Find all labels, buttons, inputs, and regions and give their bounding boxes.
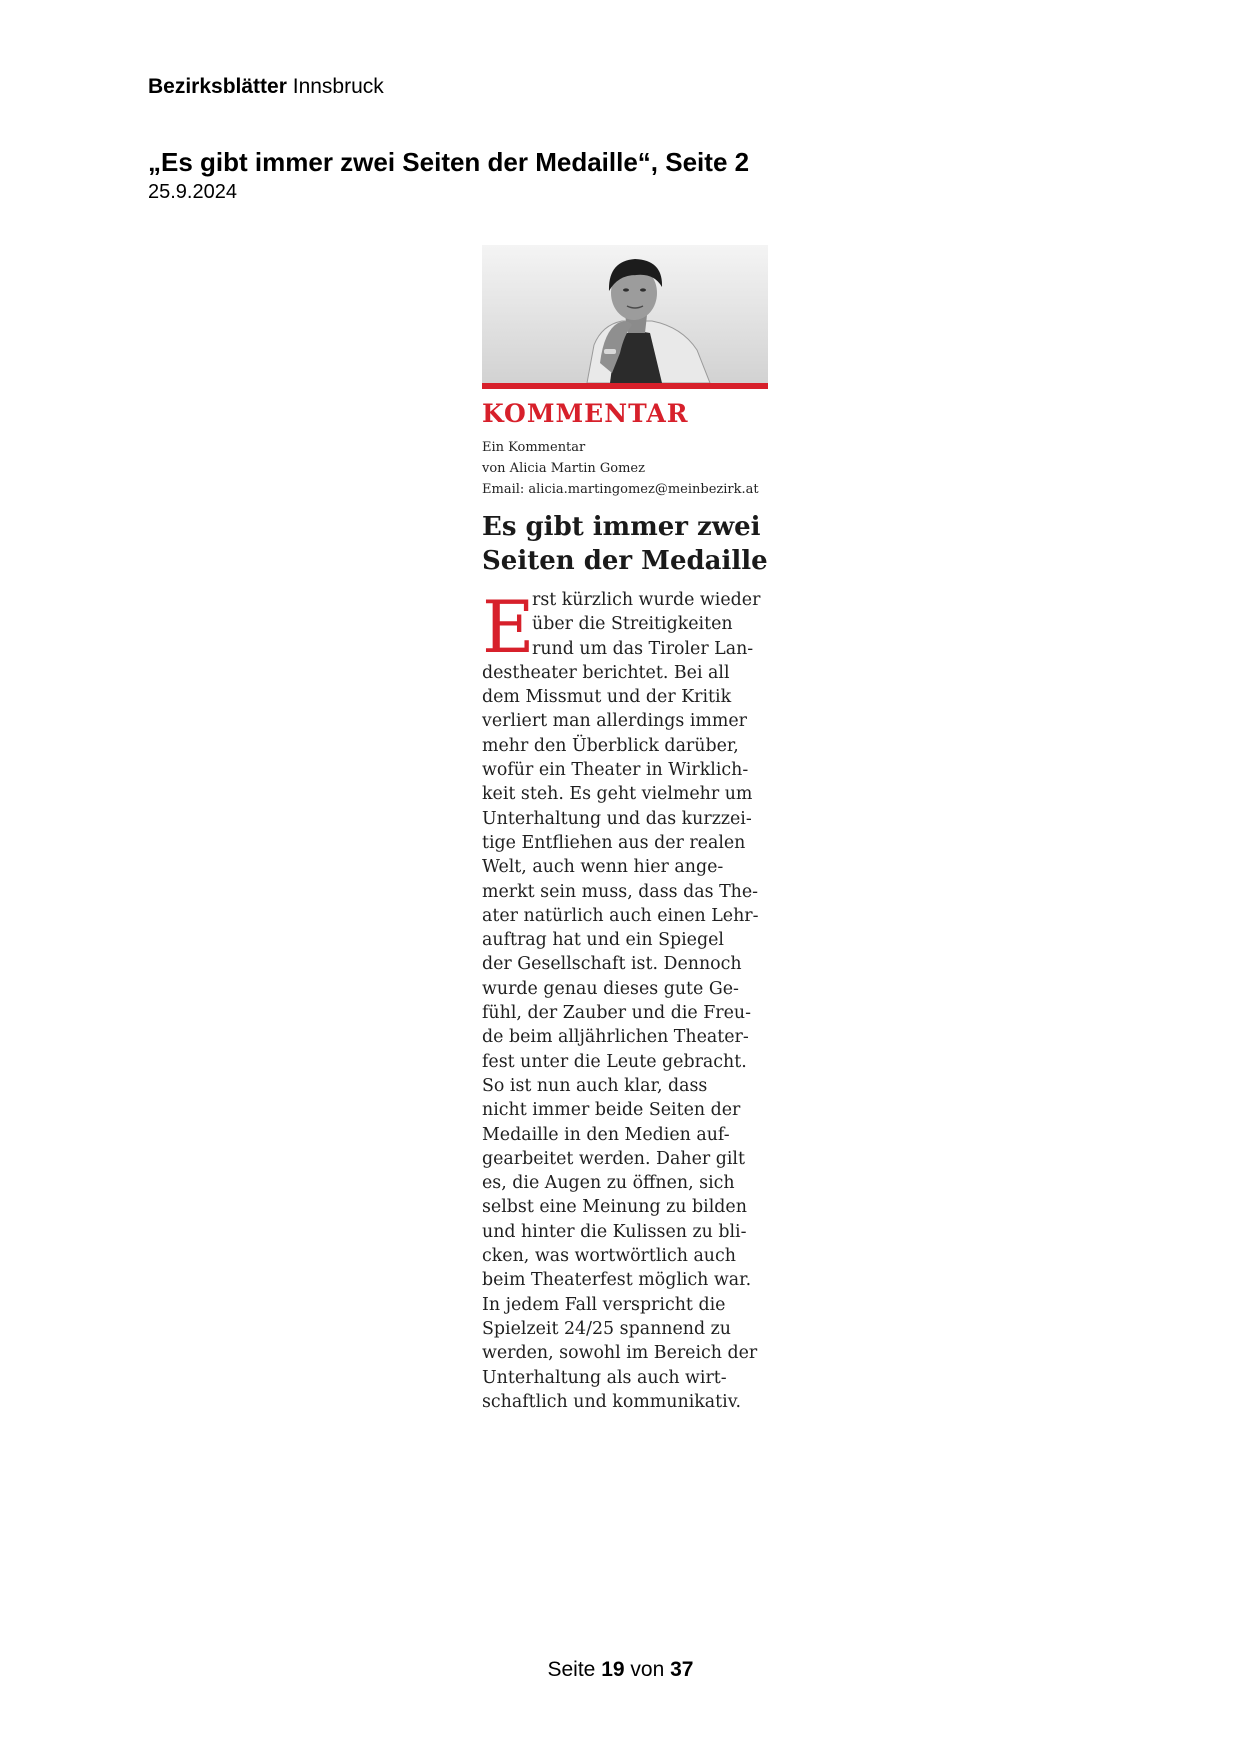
- body-line: über die Streitigkeiten: [532, 614, 733, 635]
- byline: [482, 437, 768, 500]
- body-line: Unterhaltung als auch wirt-: [482, 1367, 727, 1388]
- body-line: der Gesellschaft ist. Dennoch: [482, 954, 742, 975]
- body-line: dem Missmut und der Kritik: [482, 687, 732, 708]
- body-line: nicht immer beide Seiten der: [482, 1100, 741, 1121]
- body-line: verliert man allerdings immer: [482, 711, 747, 732]
- publication-region: Innsbruck: [292, 75, 384, 98]
- body-line: auftrag hat und ein Spiegel: [482, 930, 724, 951]
- headline-line: Es gibt immer zwei: [482, 512, 761, 542]
- body-line: fühl, der Zauber und die Freu-: [482, 1003, 751, 1024]
- byline-intro: Ein Kommentar: [482, 440, 586, 455]
- current-page: 19: [601, 1658, 625, 1681]
- article-heading: „Es gibt immer zwei Seiten der Medaille“, Seite 2: [148, 147, 750, 177]
- body-line: wurde genau dieses gute Ge-: [482, 978, 739, 999]
- body-line: Spielzeit 24/25 spannend zu: [482, 1318, 731, 1339]
- comment-headline: [482, 510, 768, 578]
- body-line: wofür ein Theater in Wirklich-: [482, 760, 749, 781]
- author-photo: [482, 245, 768, 383]
- body-line: de beim alljährlichen Theater-: [482, 1027, 749, 1048]
- body-line: beim Theaterfest möglich war.: [482, 1270, 752, 1291]
- page-prefix: Seite: [547, 1658, 596, 1681]
- headline-line: Seiten der Medaille: [482, 546, 768, 576]
- body-line: selbst eine Meinung zu bilden: [482, 1197, 747, 1218]
- body-line: gearbeitet werden. Daher gilt: [482, 1148, 745, 1169]
- body-line: cken, was wortwörtlich auch: [482, 1246, 736, 1267]
- total-pages: 37: [670, 1658, 694, 1681]
- body-lines: [482, 585, 768, 1414]
- body-line: destheater berichtet. Bei all: [482, 662, 730, 683]
- body-line: In jedem Fall verspricht die: [482, 1294, 726, 1315]
- newspaper-clipping: [482, 245, 768, 1414]
- body-line: merkt sein muss, dass das The-: [482, 881, 759, 902]
- body-line: rund um das Tiroler Lan-: [532, 638, 754, 659]
- body-line: Welt, auch wenn hier ange-: [482, 857, 724, 878]
- article-date: 25.9.2024: [148, 181, 237, 203]
- drop-cap: E: [482, 585, 535, 669]
- body-line: Unterhaltung und das kurzzei-: [482, 808, 752, 829]
- page-separator: von: [630, 1658, 665, 1681]
- publication-name: Bezirksblätter: [148, 75, 287, 98]
- body-line: So ist nun auch klar, dass: [482, 1075, 708, 1096]
- section-label: KOMMENTAR: [482, 399, 689, 428]
- body-line: keit steh. Es geht vielmehr um: [482, 784, 753, 805]
- comment-body: [482, 585, 768, 1414]
- body-line: es, die Augen zu öffnen, sich: [482, 1173, 735, 1194]
- body-line: rst kürzlich wurde wieder: [532, 590, 761, 610]
- byline-author: von Alicia Martin Gomez: [482, 461, 645, 476]
- body-line: werden, sowohl im Bereich der: [482, 1343, 758, 1364]
- body-line: schaftlich und kommunikativ.: [482, 1391, 742, 1412]
- author-portrait-image: [482, 245, 768, 383]
- body-line: Medaille in den Medien auf-: [482, 1124, 730, 1145]
- red-divider: [482, 383, 768, 389]
- body-line: mehr den Überblick darüber,: [482, 735, 739, 756]
- byline-email: Email: alicia.martingomez@meinbezirk.at: [482, 482, 759, 497]
- body-line: tige Entfliehen aus der realen: [482, 832, 746, 853]
- publication-source: [148, 74, 384, 100]
- body-line: und hinter die Kulissen zu bli-: [482, 1221, 747, 1242]
- page-number: [0, 1657, 1241, 1683]
- body-line: ater natürlich auch einen Lehr-: [482, 905, 759, 926]
- body-line: fest unter die Leute gebracht.: [482, 1051, 747, 1072]
